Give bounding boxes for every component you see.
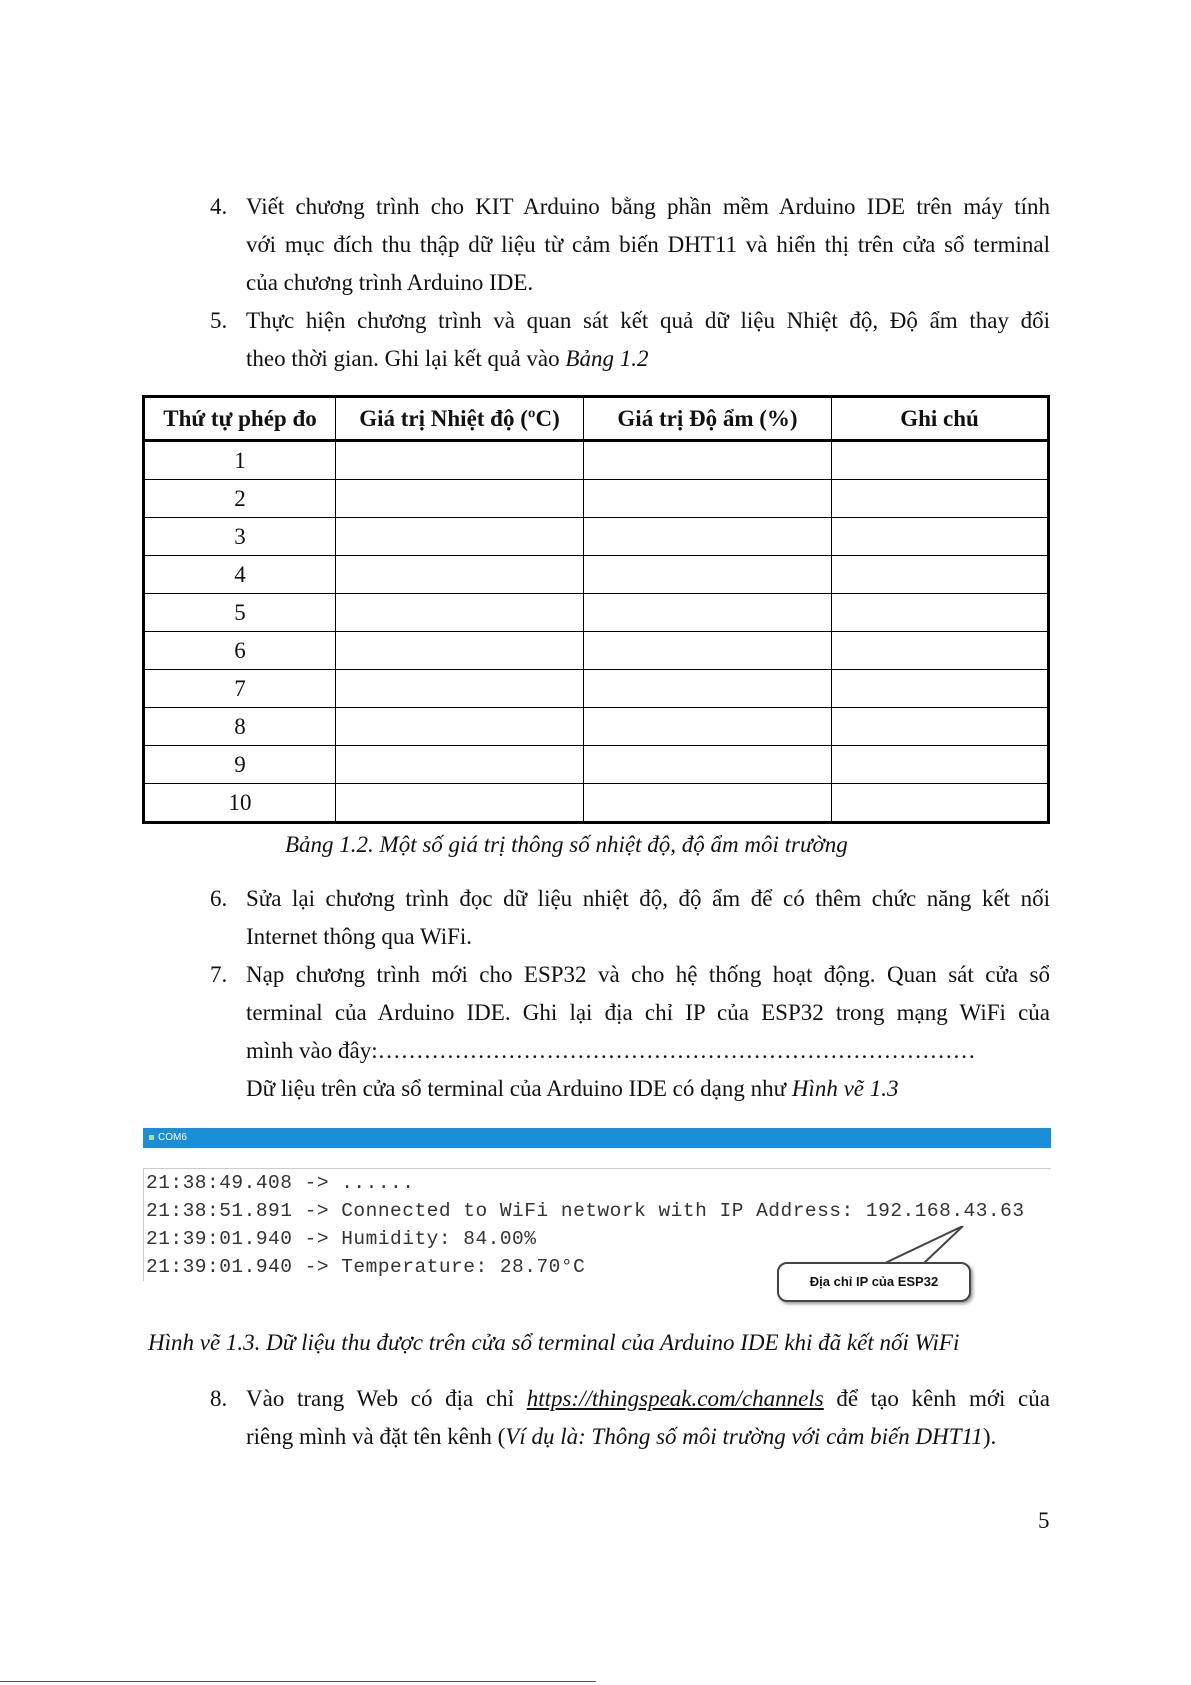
empty-cell[interactable] xyxy=(336,518,584,556)
figure-reference: Hình vẽ 1.3 xyxy=(791,1076,899,1101)
measurement-index-cell: 7 xyxy=(144,670,336,708)
table-row xyxy=(144,556,1049,594)
table-caption: Bảng 1.2. Một số giá trị thông số nhiệt độ, độ ẩm môi trường xyxy=(285,832,848,857)
empty-cell[interactable] xyxy=(584,784,832,823)
empty-cell[interactable] xyxy=(832,746,1049,784)
serial-output-line: 21:39:01.940 -> Temperature: 28.70°C xyxy=(146,1256,586,1278)
serial-monitor-titlebar: COM6 xyxy=(143,1128,1051,1148)
serial-monitor-screenshot xyxy=(143,1128,1051,1290)
empty-cell[interactable] xyxy=(832,594,1049,632)
item-line: terminal của Arduino IDE. Ghi lại địa chỉ IP của ESP32 trong mạng WiFi của xyxy=(246,1000,1050,1025)
serial-output-line: 21:39:01.940 -> Humidity: 84.00% xyxy=(146,1228,537,1250)
serial-output-line: 21:38:51.891 -> Connected to WiFi network with IP Address: 192.168.43.63 xyxy=(146,1200,1025,1222)
item-line: theo thời gian. Ghi lại kết quả vào Bảng 1.2 xyxy=(246,346,649,371)
serial-output-line: 21:38:49.408 -> ...... xyxy=(146,1172,415,1194)
table-row xyxy=(144,441,1049,480)
measurement-index-cell: 5 xyxy=(144,594,336,632)
empty-cell[interactable] xyxy=(584,594,832,632)
serial-input-field xyxy=(143,1148,1051,1169)
footer-rule xyxy=(0,1681,596,1682)
table-row xyxy=(144,518,1049,556)
empty-cell[interactable] xyxy=(336,632,584,670)
example-text: Ví dụ là: Thông số môi trường với cảm biến DHT11 xyxy=(505,1424,983,1449)
table-row xyxy=(144,480,1049,518)
measurement-index-cell: 9 xyxy=(144,746,336,784)
item-number: 6. xyxy=(210,886,228,911)
item-line: Nạp chương trình mới cho ESP32 và cho hệ thống hoạt động. Quan sát cửa sổ xyxy=(246,962,1050,987)
measurement-index-cell: 4 xyxy=(144,556,336,594)
measurement-index-cell: 8 xyxy=(144,708,336,746)
callout-pointer xyxy=(863,1226,983,1266)
measurement-index-cell: 6 xyxy=(144,632,336,670)
empty-cell[interactable] xyxy=(584,518,832,556)
table-row xyxy=(144,670,1049,708)
empty-cell[interactable] xyxy=(832,441,1049,480)
column-header: Giá trị Độ ẩm (%) xyxy=(584,397,832,441)
empty-cell[interactable] xyxy=(584,480,832,518)
thingspeak-link[interactable]: https://thingspeak.com/channels xyxy=(526,1386,824,1411)
table-row xyxy=(144,632,1049,670)
table-row xyxy=(144,784,1049,823)
item-line: riêng mình và đặt tên kênh (Ví dụ là: Thông số môi trường với cảm biến DHT11). xyxy=(246,1424,997,1449)
item-number: 4. xyxy=(210,194,228,219)
empty-cell[interactable] xyxy=(584,441,832,480)
item-line: mình vào đây:…………………………………………………………………… xyxy=(246,1038,976,1063)
empty-cell[interactable] xyxy=(584,632,832,670)
empty-cell[interactable] xyxy=(832,518,1049,556)
empty-cell[interactable] xyxy=(336,441,584,480)
empty-cell[interactable] xyxy=(584,708,832,746)
item-line: Thực hiện chương trình và quan sát kết quả dữ liệu Nhiệt độ, Độ ẩm thay đổi xyxy=(246,308,1050,333)
item-line: Internet thông qua WiFi. xyxy=(246,924,473,949)
item-line: Sửa lại chương trình đọc dữ liệu nhiệt độ, độ ẩm để có thêm chức năng kết nối xyxy=(246,886,1050,911)
empty-cell[interactable] xyxy=(584,556,832,594)
empty-cell[interactable] xyxy=(832,670,1049,708)
measurement-index-cell: 3 xyxy=(144,518,336,556)
column-header: Giá trị Nhiệt độ (ºC) xyxy=(336,397,584,441)
table-row xyxy=(144,594,1049,632)
measurement-index-cell: 10 xyxy=(144,784,336,823)
empty-cell[interactable] xyxy=(336,556,584,594)
empty-cell[interactable] xyxy=(832,708,1049,746)
item-line: của chương trình Arduino IDE. xyxy=(246,270,534,295)
table-reference: Bảng 1.2 xyxy=(565,346,649,371)
empty-cell[interactable] xyxy=(336,594,584,632)
empty-cell[interactable] xyxy=(336,784,584,823)
ip-address-callout: Địa chỉ IP của ESP32 xyxy=(777,1262,971,1302)
item-line: với mục đích thu thập dữ liệu từ cảm biến DHT11 và hiển thị trên cửa sổ terminal xyxy=(246,232,1050,257)
table-row xyxy=(144,708,1049,746)
item-number: 7. xyxy=(210,962,228,987)
measurement-index-cell: 2 xyxy=(144,480,336,518)
column-header: Thứ tự phép đo xyxy=(144,397,336,441)
empty-cell[interactable] xyxy=(832,480,1049,518)
page-number: 5 xyxy=(1038,1508,1050,1533)
empty-cell[interactable] xyxy=(336,708,584,746)
item-number: 8. xyxy=(210,1386,228,1411)
column-header: Ghi chú xyxy=(832,397,1049,441)
empty-cell[interactable] xyxy=(584,746,832,784)
figure-caption: Hình vẽ 1.3. Dữ liệu thu được trên cửa sổ terminal của Arduino IDE khi đã kết nối WiFi xyxy=(148,1330,960,1355)
empty-cell[interactable] xyxy=(336,480,584,518)
empty-cell[interactable] xyxy=(832,632,1049,670)
measurement-index-cell: 1 xyxy=(144,441,336,480)
item-line: Vào trang Web có địa chỉ https://thingspeak.com/channels để tạo kênh mới của xyxy=(246,1386,1050,1411)
item-line: Viết chương trình cho KIT Arduino bằng phần mềm Arduino IDE trên máy tính xyxy=(246,194,1050,219)
empty-cell[interactable] xyxy=(832,556,1049,594)
empty-cell[interactable] xyxy=(336,670,584,708)
empty-cell[interactable] xyxy=(832,784,1049,823)
measurement-table xyxy=(142,395,1050,824)
item-number: 5. xyxy=(210,308,228,333)
item-line: Dữ liệu trên cửa sổ terminal của Arduino IDE có dạng như Hình vẽ 1.3 xyxy=(246,1076,899,1101)
empty-cell[interactable] xyxy=(584,670,832,708)
empty-cell[interactable] xyxy=(336,746,584,784)
app-icon xyxy=(149,1135,154,1140)
table-row xyxy=(144,746,1049,784)
table-header-row xyxy=(144,397,1049,441)
